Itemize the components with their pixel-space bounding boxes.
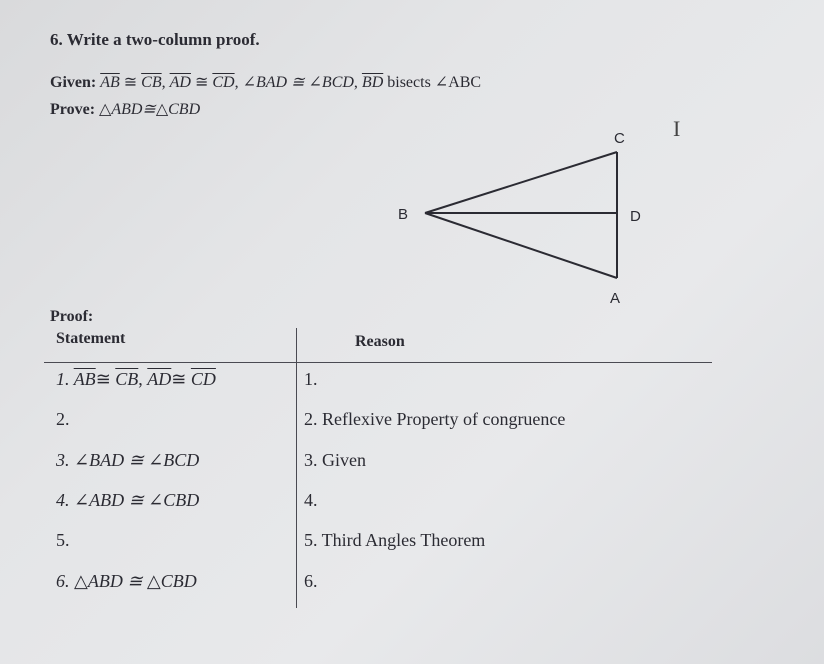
given-separator: , [161, 74, 170, 91]
statement-column-header: Statement [56, 330, 126, 347]
prove-line [50, 99, 200, 119]
segment-bc [425, 152, 617, 213]
given-label: Given: [50, 74, 97, 91]
given-separator: , [353, 74, 362, 91]
statement-row-1-congruent-symbol: ≅ [95, 369, 116, 389]
given-congruent-symbol: ≅ [119, 74, 142, 91]
given-bisects-text: bisects ∠ABC [383, 74, 482, 91]
statement-row-1-congruent-symbol: ≅ [171, 369, 191, 389]
statement-row-1-segment-ab: $\overline{AB}$ [73, 369, 96, 389]
reason-row-4: 4. [304, 490, 318, 510]
statement-row-3: 3. ∠BAD ≅ ∠BCD [56, 450, 200, 470]
given-segment-ad: $\overline{AD}$ [169, 74, 191, 91]
statement-row-6: 6. △ABD ≅ △CBD [56, 571, 197, 591]
text-cursor-icon: I [673, 116, 681, 141]
prove-label: Prove: [50, 101, 96, 118]
given-segment-ab: $\overline{AB}$ [100, 74, 120, 91]
table-column-divider [296, 328, 297, 608]
given-separator: , [234, 74, 243, 91]
triangle-diagram-svg [380, 110, 670, 310]
reason-row-2: 2. Reflexive Property of congruence [304, 409, 566, 429]
vertex-label-c: C [614, 130, 625, 147]
given-segment-cd: $\overline{CD}$ [212, 74, 235, 91]
reason-column-header: Reason [355, 333, 405, 350]
segment-ba [425, 213, 617, 278]
given-segment-cb: $\overline{CB}$ [141, 74, 162, 91]
statement-row-1-segment-ad: $\overline{AD}$ [147, 369, 172, 389]
statement-row-1-number: 1. [56, 369, 74, 389]
problem-title: 6. Write a two-column proof. [50, 30, 260, 49]
statement-row-1-segment-cb: $\overline{CB}$ [115, 369, 139, 389]
statement-row-5: 5. [56, 530, 70, 550]
proof-label: Proof: [50, 308, 94, 325]
table-header-divider [44, 362, 712, 363]
vertex-label-b: B [398, 206, 409, 223]
reason-row-6: 6. [304, 571, 318, 591]
given-angle-congruence: ∠BAD ≅ ∠BCD [242, 74, 354, 91]
reason-row-1: 1. [304, 369, 318, 389]
statement-row-2: 2. [56, 409, 70, 429]
vertex-label-a: A [610, 290, 621, 307]
statement-row-1-separator: , [138, 369, 148, 389]
vertex-label-d: D [630, 208, 641, 225]
given-line [50, 72, 481, 92]
prove-statement: △ABD≅△CBD [99, 101, 201, 118]
statement-row-1-segment-cd: $\overline{CD}$ [190, 369, 216, 389]
reason-row-5: 5. Third Angles Theorem [304, 530, 486, 550]
given-segment-bd: $\overline{BD}$ [361, 74, 384, 91]
given-congruent-symbol: ≅ [190, 74, 213, 91]
statement-row-1 [56, 369, 216, 390]
statement-row-4: 4. ∠ABD ≅ ∠CBD [56, 490, 200, 510]
reason-row-3: 3. Given [304, 450, 366, 470]
triangle-diagram [380, 110, 670, 315]
